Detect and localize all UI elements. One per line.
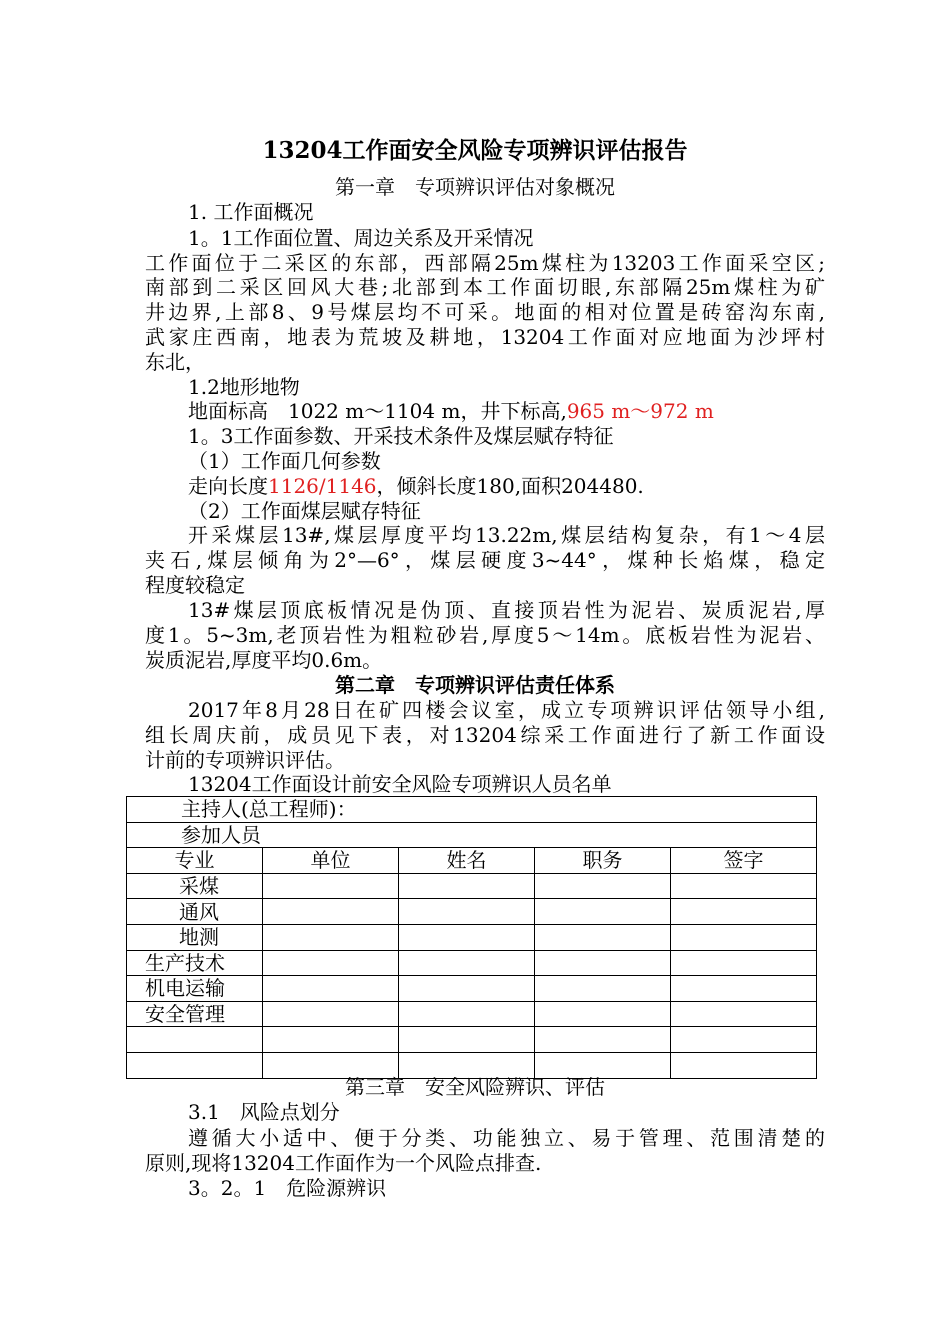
chapter2-heading: 第二章 专项辨识评估责任体系 xyxy=(335,673,615,697)
table-row xyxy=(127,873,817,899)
specialty-cell: 通风 xyxy=(127,899,263,925)
personnel-table xyxy=(126,796,817,1079)
header-cell: 专业 xyxy=(127,848,263,874)
section-1-2-heading: 1.2地形地物 xyxy=(188,375,300,399)
table-cell xyxy=(263,1027,399,1053)
paragraph-line: 炭质泥岩,厚度平均0.6m。 xyxy=(145,648,383,672)
section-1-3-heading: 1。3工作面参数、开采技术条件及煤层赋存特征 xyxy=(188,424,614,448)
document-title: 13204工作面安全风险专项辨识评估报告 xyxy=(262,137,688,164)
table-cell xyxy=(263,873,399,899)
table-cell xyxy=(671,924,817,950)
paragraph-line: 程度较稳定 xyxy=(145,573,245,597)
section-1-heading: 1. 工作面概况 xyxy=(188,200,314,224)
table-cell xyxy=(535,873,671,899)
paragraph-line: 度1。5~3m,老顶岩性为粗粒砂岩,厚度5～14m。底板岩性为泥岩、 xyxy=(145,623,825,647)
paragraph-line: 工作面位于二采区的东部，西部隔25m煤柱为13203工作面采空区; xyxy=(145,251,825,275)
table-cell xyxy=(399,1027,535,1053)
paragraph-line: 武家庄西南，地表为荒坡及耕地，13204工作面对应地面为沙坪村 xyxy=(145,325,825,349)
table-row xyxy=(127,797,817,823)
table-cell xyxy=(263,924,399,950)
table-cell xyxy=(671,976,817,1002)
table-row xyxy=(127,924,817,950)
table-cell xyxy=(671,899,817,925)
table-cell xyxy=(399,950,535,976)
underground-elevation-value: 965 m～972 m xyxy=(566,399,714,423)
paragraph-line: 13#煤层顶底板情况是伪顶、直接顶岩性为泥岩、炭质泥岩,厚 xyxy=(188,598,825,622)
specialty-cell xyxy=(127,1027,263,1053)
table-cell xyxy=(671,873,817,899)
table-cell xyxy=(671,1001,817,1027)
paragraph-line: 组长周庆前，成员见下表，对13204综采工作面进行了新工作面设 xyxy=(145,723,825,747)
paragraph-line: 计前的专项辨识评估。 xyxy=(145,748,345,772)
paragraph-line: 夹石,煤层倾角为2°—6°，煤层硬度3~44°，煤种长焰煤，稳定 xyxy=(145,548,825,572)
table-cell xyxy=(263,976,399,1002)
table-row xyxy=(127,899,817,925)
header-cell: 职务 xyxy=(535,848,671,874)
specialty-cell: 安全管理 xyxy=(127,1001,263,1027)
host-cell: 主持人(总工程师)： xyxy=(127,797,817,823)
section-3-1-heading: 3.1 风险点划分 xyxy=(188,1100,340,1124)
elevation-line xyxy=(188,398,868,424)
paragraph-line: 南部到二采区回风大巷;北部到本工作面切眼,东部隔25m煤柱为矿 xyxy=(145,275,825,299)
section-1-1-heading: 1。1工作面位置、周边关系及开采情况 xyxy=(188,226,534,250)
table-cell xyxy=(535,976,671,1002)
header-cell: 姓名 xyxy=(399,848,535,874)
header-cell: 签字 xyxy=(671,848,817,874)
table-row xyxy=(127,1027,817,1053)
geometry-heading: （1）工作面几何参数 xyxy=(188,449,381,473)
chapter3-heading: 第三章 安全风险辨识、评估 xyxy=(345,1075,605,1099)
table-header-row xyxy=(127,848,817,874)
elevation-text: 地面标高 1022 m～1104 m，井下标高, xyxy=(188,399,567,423)
table-cell xyxy=(671,1027,817,1053)
specialty-cell: 机电运输 xyxy=(127,976,263,1002)
table-row xyxy=(127,822,817,848)
paragraph-line: 遵循大小适中、便于分类、功能独立、易于管理、范围清楚的 xyxy=(188,1126,825,1150)
table-row xyxy=(127,976,817,1002)
participants-cell: 参加人员 xyxy=(127,822,817,848)
table-cell xyxy=(535,924,671,950)
table-cell xyxy=(399,873,535,899)
chapter1-heading: 第一章 专项辨识评估对象概况 xyxy=(335,175,615,199)
section-3-2-1-heading: 3。2。1 危险源辨识 xyxy=(188,1176,387,1200)
geometry-line xyxy=(188,473,868,499)
table-cell xyxy=(399,899,535,925)
table-cell xyxy=(399,924,535,950)
geometry-text-rest: ，倾斜长度180,面积204480. xyxy=(376,474,644,498)
table-cell xyxy=(263,950,399,976)
paragraph-line: 原则,现将13204工作面作为一个风险点排查. xyxy=(145,1151,542,1175)
table-row xyxy=(127,1001,817,1027)
table-cell xyxy=(263,899,399,925)
table-cell xyxy=(399,1001,535,1027)
paragraph-line: 东北， xyxy=(145,350,205,374)
strike-length-value: 1126/1146 xyxy=(268,474,377,498)
paragraph-line: 开采煤层13#,煤层厚度平均13.22m,煤层结构复杂，有1～4层 xyxy=(188,523,825,547)
specialty-cell: 地测 xyxy=(127,924,263,950)
specialty-cell: 生产技术 xyxy=(127,950,263,976)
table-cell xyxy=(535,1001,671,1027)
table-caption: 13204工作面设计前安全风险专项辨识人员名单 xyxy=(188,772,612,796)
paragraph-line: 2017年8月28日在矿四楼会议室，成立专项辨识评估领导小组, xyxy=(188,698,825,722)
table-cell xyxy=(671,950,817,976)
table-cell xyxy=(535,950,671,976)
paragraph-line: 井边界,上部8、9号煤层均不可采。地面的相对位置是砖窑沟东南, xyxy=(145,300,825,324)
table-row xyxy=(127,950,817,976)
table-cell xyxy=(263,1001,399,1027)
seam-heading: （2）工作面煤层赋存特征 xyxy=(188,499,421,523)
specialty-cell: 采煤 xyxy=(127,873,263,899)
table-cell xyxy=(535,1027,671,1053)
table-cell xyxy=(399,976,535,1002)
table-cell xyxy=(535,899,671,925)
header-cell: 单位 xyxy=(263,848,399,874)
geometry-text: 走向长度 xyxy=(188,474,268,498)
